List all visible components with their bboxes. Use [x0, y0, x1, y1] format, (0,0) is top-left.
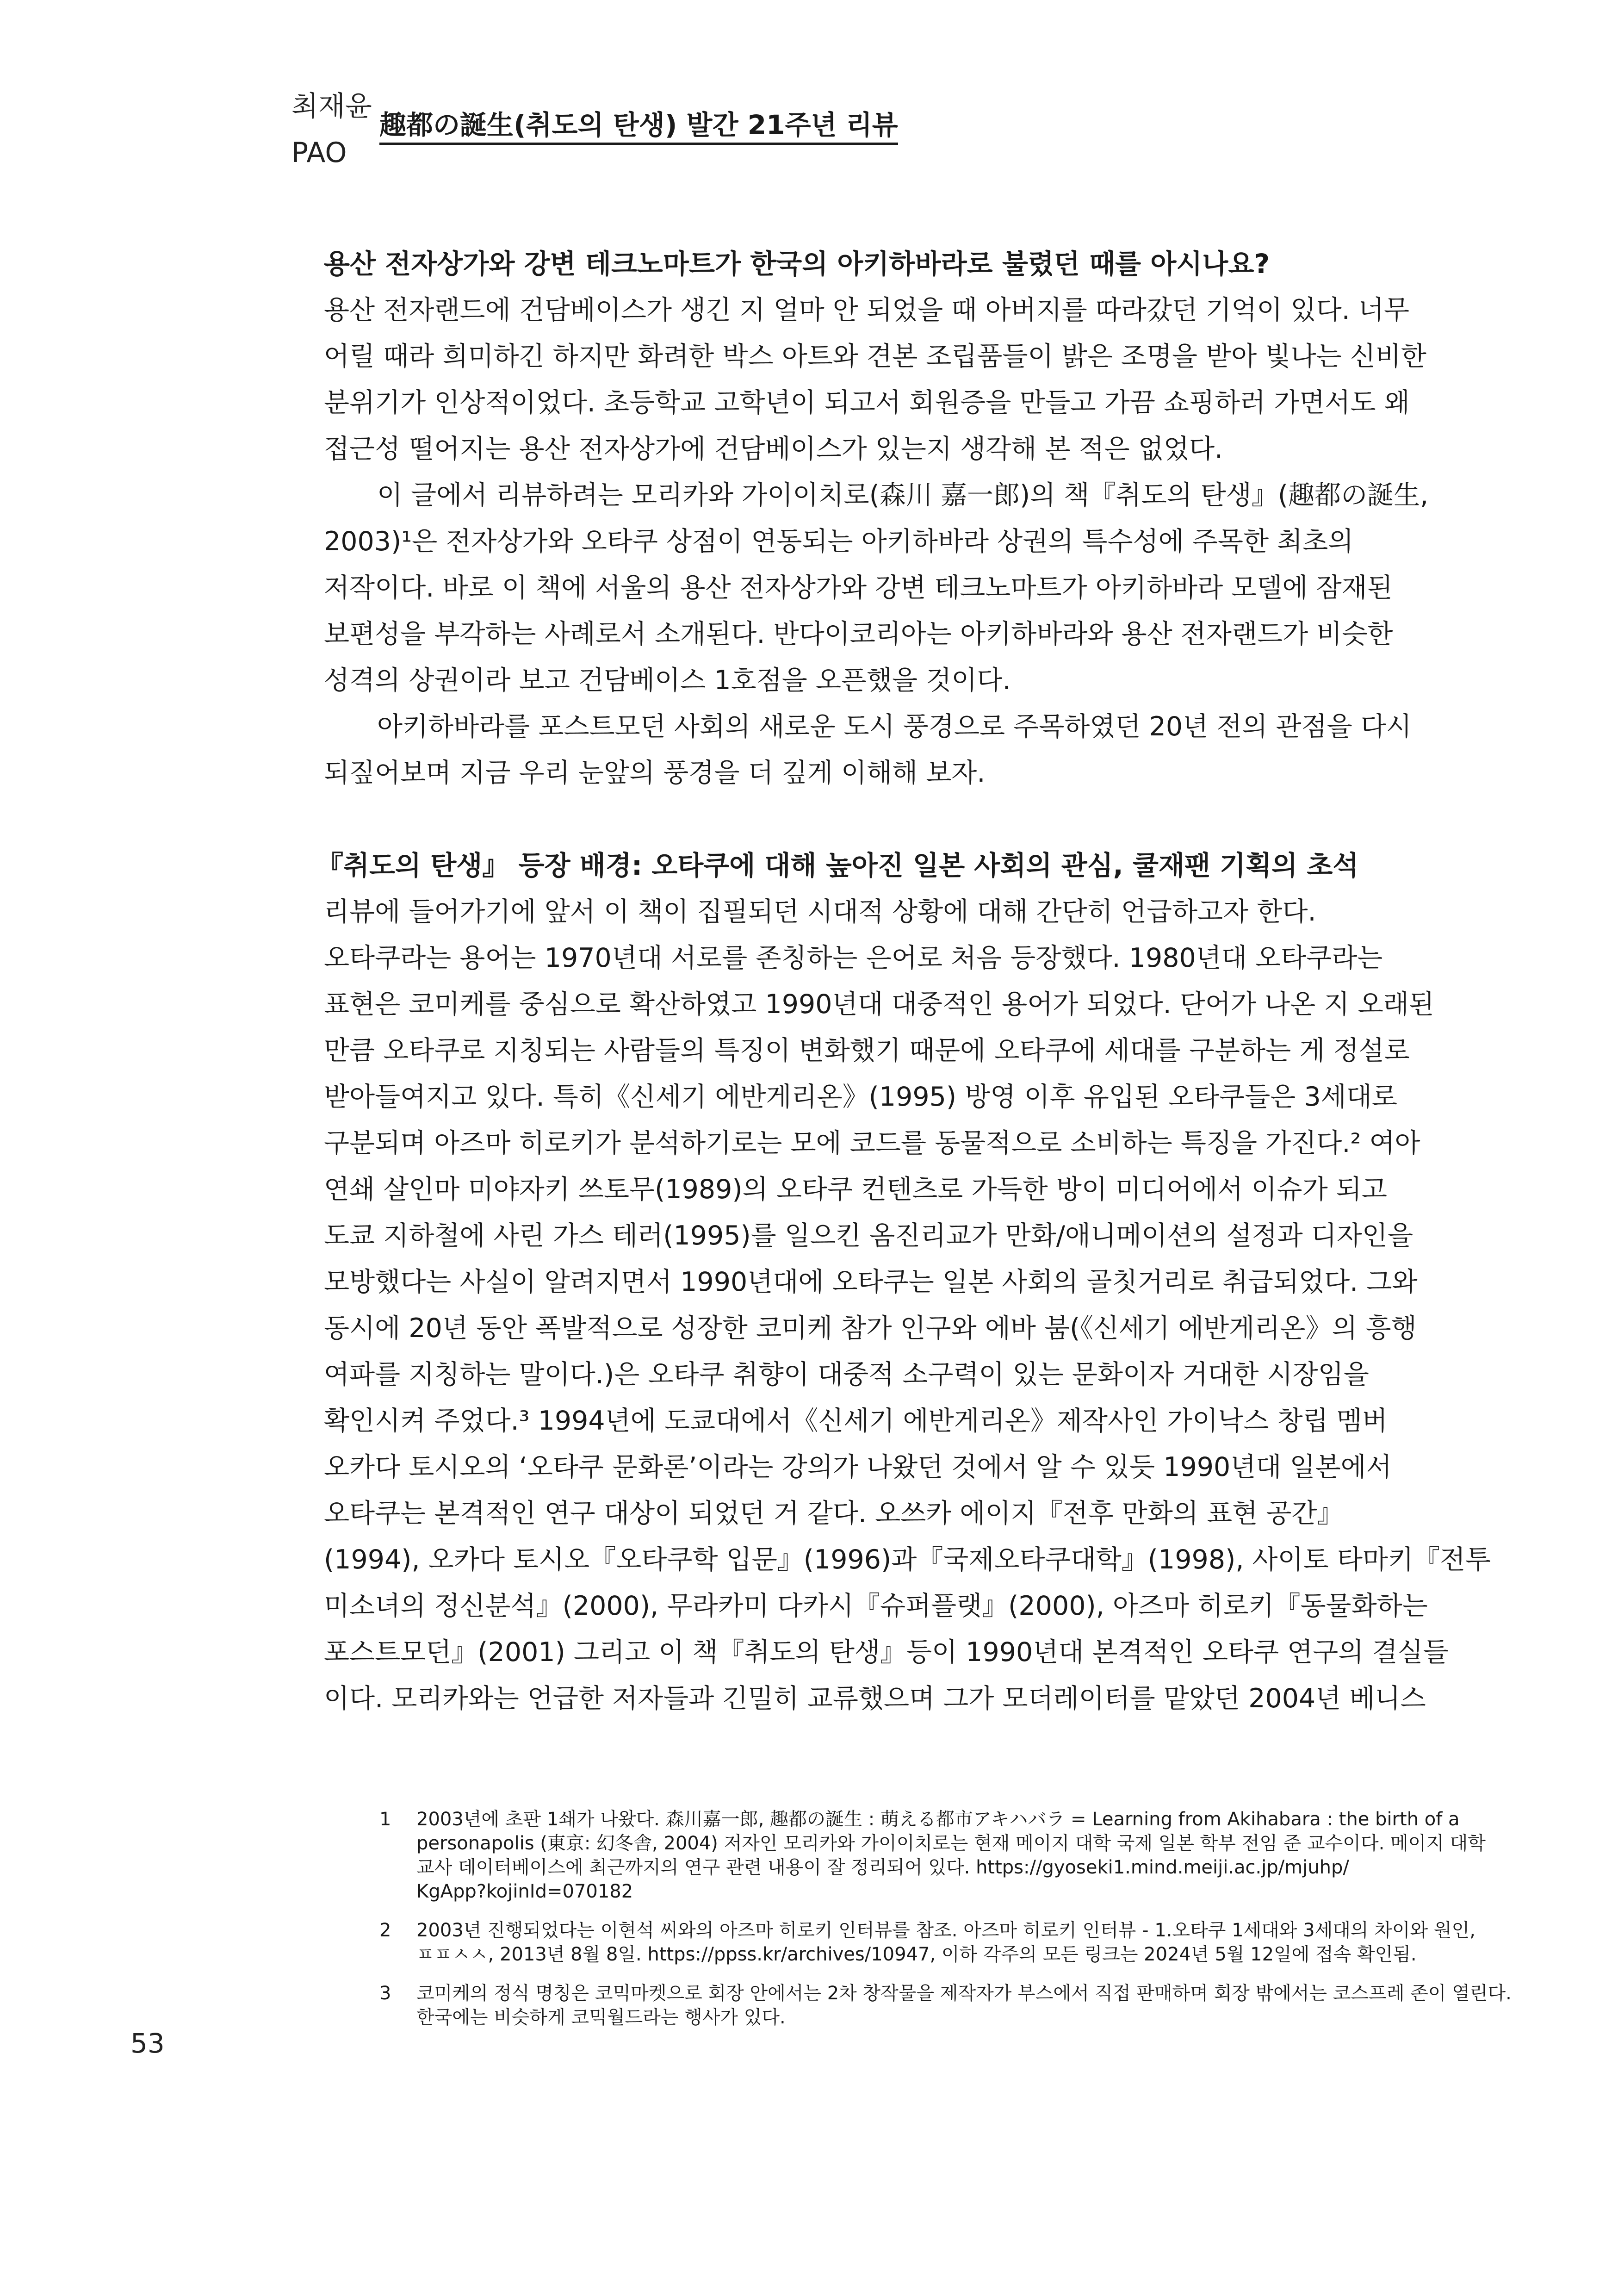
paragraph-line: 표현은 코미케를 중심으로 확산하였고 1990년대 대중적인 용어가 되었다. 단어가 나온 지 오래된	[324, 989, 1434, 1020]
paragraph-line: 접근성 떨어지는 용산 전자상가에 건담베이스가 있는지 생각해 본 적은 없었다.	[324, 434, 1223, 464]
paragraph-line: 성격의 상권이라 보고 건담베이스 1호점을 오픈했을 것이다.	[324, 665, 1011, 696]
paragraph-line: 구분되며 아즈마 히로키가 분석하기로는 모에 코드를 동물적으로 소비하는 특징을 가진다.² 여아	[324, 1128, 1420, 1158]
section-heading: 『취도의 탄생』 등장 배경: 오타쿠에 대해 높아진 일본 사회의 관심, 쿨재팬 기획의 초석	[316, 850, 1359, 881]
paragraph-line: 연쇄 살인마 미야자키 쓰토무(1989)의 오타쿠 컨텐츠로 가득한 방이 미디어에서 이슈가 되고	[324, 1174, 1387, 1205]
author-name: 최재윤	[291, 90, 372, 123]
paragraph-line: 저작이다. 바로 이 책에 서울의 용산 전자상가와 강변 테크노마트가 아키하바라 모델에 잠재된	[324, 572, 1393, 603]
page-number: 53	[130, 2028, 165, 2059]
paragraph-line: 리뷰에 들어가기에 앞서 이 책이 집필되던 시대적 상황에 대해 간단히 언급하고자 한다.	[324, 896, 1316, 927]
paragraph-line: 포스트모던』(2001) 그리고 이 책『취도의 탄생』등이 1990년대 본격적인 오타쿠 연구의 결실들	[324, 1637, 1449, 1668]
footnote	[379, 1807, 1518, 1904]
paragraph	[324, 472, 1527, 703]
footnote-text	[416, 1918, 1518, 1966]
footnote	[379, 1918, 1518, 1966]
paragraph-line: (1994), 오카다 토시오『오타쿠학 입문』(1996)과『국제오타쿠대학』(1998), 사이토 타마키『전투	[324, 1544, 1491, 1575]
article-body	[316, 241, 1527, 1722]
paragraph-line: 동시에 20년 동안 폭발적으로 성장한 코미케 참가 인구와 에바 붐(《신세기 에반게리온》의 흥행	[324, 1313, 1417, 1344]
paragraph-line: 여파를 지칭하는 말이다.)은 오타쿠 취향이 대중적 소구력이 있는 문화이자 거대한 시장임을	[324, 1359, 1369, 1390]
footnote-text	[416, 1807, 1518, 1904]
running-title: 趣都の誕生(취도의 탄생) 발간 21주년 리뷰	[379, 108, 898, 145]
paragraph-line: 모방했다는 사실이 알려지면서 1990년대에 오타쿠는 일본 사회의 골칫거리로 취급되었다. 그와	[324, 1267, 1418, 1297]
author-affiliation: PAO	[291, 137, 347, 169]
section-1-paragraphs	[324, 287, 1527, 796]
footnote-line: ㅍㅍㅅㅅ, 2013년 8월 8일. https://ppss.kr/archives/10947, 이하 각주의 모든 링크는 2024년 5월 12일에 접속 확인됨.	[416, 1944, 1417, 1965]
paragraph-line: 보편성을 부각하는 사례로서 소개된다. 반다이코리아는 아키하바라와 용산 전자랜드가 비슷한	[324, 619, 1393, 649]
footnote	[379, 1981, 1518, 2029]
paragraph-line: 어릴 때라 희미하긴 하지만 화려한 박스 아트와 견본 조립품들이 밝은 조명을 받아 빛나는 신비한	[324, 341, 1426, 372]
paragraph-line: 미소녀의 정신분석』(2000), 무라카미 다카시『슈퍼플랫』(2000), 아즈마 히로키『동물화하는	[324, 1591, 1428, 1621]
paragraph-line: 도쿄 지하철에 사린 가스 테러(1995)를 일으킨 옴진리교가 만화/애니메이션의 설정과 디자인을	[324, 1220, 1413, 1251]
paragraph-line: 이 글에서 리뷰하려는 모리카와 가이이치로(森川 嘉一郎)의 책『취도의 탄생』(趣都の誕生,	[377, 480, 1429, 510]
paragraph-line: 만큼 오타쿠로 지칭되는 사람들의 특징이 변화했기 때문에 오타쿠에 세대를 구분하는 게 정설로	[324, 1035, 1410, 1066]
paragraph-line: 오타쿠는 본격적인 연구 대상이 되었던 거 같다. 오쓰카 에이지『전후 만화의 표현 공간』	[324, 1498, 1344, 1529]
footnote-number: 1	[379, 1809, 391, 1830]
footnote-line: 코미케의 정식 명칭은 코믹마켓으로 회장 안에서는 2차 창작물을 제작자가 부스에서 직접 판매하며 회장 밖에서는 코스프레 존이 열린다.	[416, 1983, 1512, 2004]
section-2-paragraphs	[324, 889, 1527, 1722]
paragraph-line: 용산 전자랜드에 건담베이스가 생긴 지 얼마 안 되었을 때 아버지를 따라갔던 기억이 있다. 너무	[324, 295, 1410, 325]
paragraph-line: 분위기가 인상적이었다. 초등학교 고학년이 되고서 회원증을 만들고 가끔 쇼핑하러 가면서도 왜	[324, 387, 1410, 418]
footnote-number: 3	[379, 1983, 391, 2004]
paragraph-line: 이다. 모리카와는 언급한 저자들과 긴밀히 교류했으며 그가 모더레이터를 맡았던 2004년 베니스	[324, 1683, 1426, 1714]
footnote-line: 2003년 진행되었다는 이현석 씨와의 아즈마 히로키 인터뷰를 참조. 아즈마 히로키 인터뷰 - 1.오타쿠 1세대와 3세대의 차이와 원인,	[416, 1920, 1475, 1941]
paragraph-line: 확인시켜 주었다.³ 1994년에 도쿄대에서《신세기 에반게리온》제작사인 가이낙스 창립 멤버	[324, 1406, 1388, 1436]
paragraph-line: 2003)¹은 전자상가와 오타쿠 상점이 연동되는 아키하바라 상권의 특수성에 주목한 최초의	[324, 526, 1354, 557]
footnote-number: 2	[379, 1920, 391, 1941]
paragraph	[324, 935, 1527, 1722]
footnote-line: KgApp?kojinId=070182	[416, 1881, 633, 1902]
footnote-line: 한국에는 비슷하게 코믹월드라는 행사가 있다.	[416, 2007, 786, 2028]
paragraph	[324, 889, 1527, 935]
footnotes	[379, 1807, 1518, 2044]
paragraph-line: 아키하바라를 포스트모던 사회의 새로운 도시 풍경으로 주목하였던 20년 전의 관점을 다시	[377, 711, 1412, 742]
footnote-text	[416, 1981, 1518, 2029]
footnote-line: 2003년에 초판 1쇄가 나왔다. 森川嘉一郎, 趣都の誕生 : 萌える都市アキハバラ = Learning from Akihabara : the birth of a	[416, 1809, 1460, 1830]
paragraph-line: 오타쿠라는 용어는 1970년대 서로를 존칭하는 은어로 처음 등장했다. 1980년대 오타쿠라는	[324, 943, 1383, 973]
paragraph-line: 되짚어보며 지금 우리 눈앞의 풍경을 더 깊게 이해해 보자.	[324, 758, 986, 788]
footnote-line: 교사 데이터베이스에 최근까지의 연구 관련 내용이 잘 정리되어 있다. https://gyoseki1.mind.meiji.ac.jp/mjuhp/	[416, 1857, 1349, 1878]
paragraph-line: 받아들여지고 있다. 특히《신세기 에반게리온》(1995) 방영 이후 유입된 오타쿠들은 3세대로	[324, 1082, 1397, 1112]
paragraph	[324, 703, 1527, 796]
paragraph-line: 오카다 토시오의 ‘오타쿠 문화론’이라는 강의가 나왔던 것에서 알 수 있듯 1990년대 일본에서	[324, 1452, 1392, 1482]
section-heading: 용산 전자상가와 강변 테크노마트가 한국의 아키하바라로 불렸던 때를 아시나요?	[324, 248, 1270, 280]
footnote-line: personapolis (東京: 幻冬舎, 2004) 저자인 모리카와 가이이치로는 현재 메이지 대학 국제 일본 학부 전임 준 교수이다. 메이지 대학	[416, 1833, 1486, 1854]
paragraph	[324, 287, 1527, 472]
